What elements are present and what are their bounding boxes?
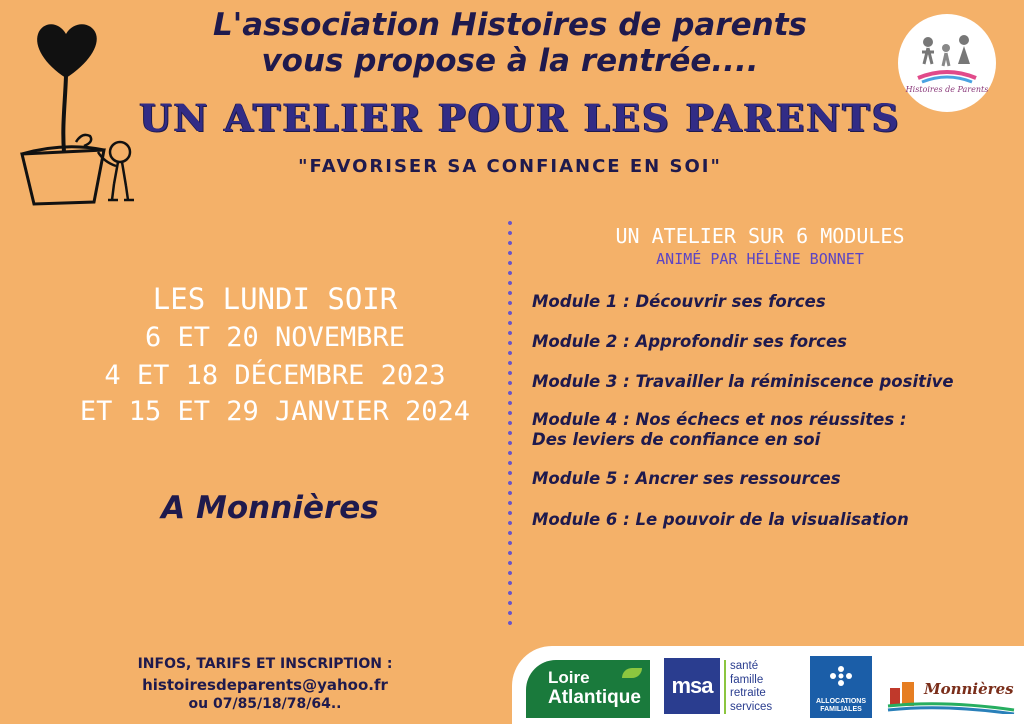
schedule-line-4: ET 15 ET 29 JANVIER 2024 <box>79 396 471 427</box>
module-item: Module 5 : Ancrer ses ressources <box>532 469 841 488</box>
module-item: Module 3 : Travailler la réminiscence positive <box>532 372 954 391</box>
schedule-line-3: 4 ET 18 DÉCEMBRE 2023 <box>104 360 446 391</box>
monnieres-logo: Monnières <box>884 670 1018 714</box>
little-figure-head <box>110 142 130 162</box>
modules-heading: UN ATELIER SUR 6 MODULES <box>615 224 905 248</box>
header-line-2: vous propose à la rentrée.... <box>261 43 759 79</box>
schedule-line-1: LES LUNDI SOIR <box>152 282 398 316</box>
header-line-1: L'association Histoires de parents <box>213 7 807 43</box>
association-logo <box>898 14 996 112</box>
module-item: Module 6 : Le pouvoir de la visualisation <box>532 510 909 529</box>
association-logo-text: Histoires de Parents <box>905 85 989 94</box>
msa-logo: msa <box>664 658 720 714</box>
caf-family-icon <box>828 664 854 690</box>
module-item: Module 1 : Découvrir ses forces <box>532 292 826 311</box>
contact-heading: INFOS, TARIFS ET INSCRIPTION : <box>137 656 393 672</box>
animator-line: ANIMÉ PAR HÉLÈNE BONNET <box>656 250 864 268</box>
page-title: UN ATELIER POUR LES PARENTS <box>139 96 901 140</box>
module-item: Module 2 : Approfondir ses forces <box>532 332 847 351</box>
heart-icon <box>37 24 97 78</box>
msa-tagline: santé famille retraite services <box>724 660 794 714</box>
caf-logo: ALLOCATIONS FAMILIALES <box>810 656 872 718</box>
dotted-divider <box>508 218 512 626</box>
contact-phone: ou 07/85/18/78/64.. <box>188 696 342 712</box>
contact-email: histoiresdeparents@yahoo.fr <box>142 676 388 694</box>
location: A Monnières <box>161 490 379 526</box>
module-item: Module 4 : Nos échecs et nos réussites : Des leviers de confiance en soi <box>532 410 907 449</box>
family-icon <box>898 14 996 112</box>
subtitle: "FAVORISER SA CONFIANCE EN SOI" <box>298 156 722 177</box>
loire-atlantique-logo: Loire Atlantique <box>526 660 650 718</box>
schedule-line-2: 6 ET 20 NOVEMBRE <box>144 322 406 353</box>
